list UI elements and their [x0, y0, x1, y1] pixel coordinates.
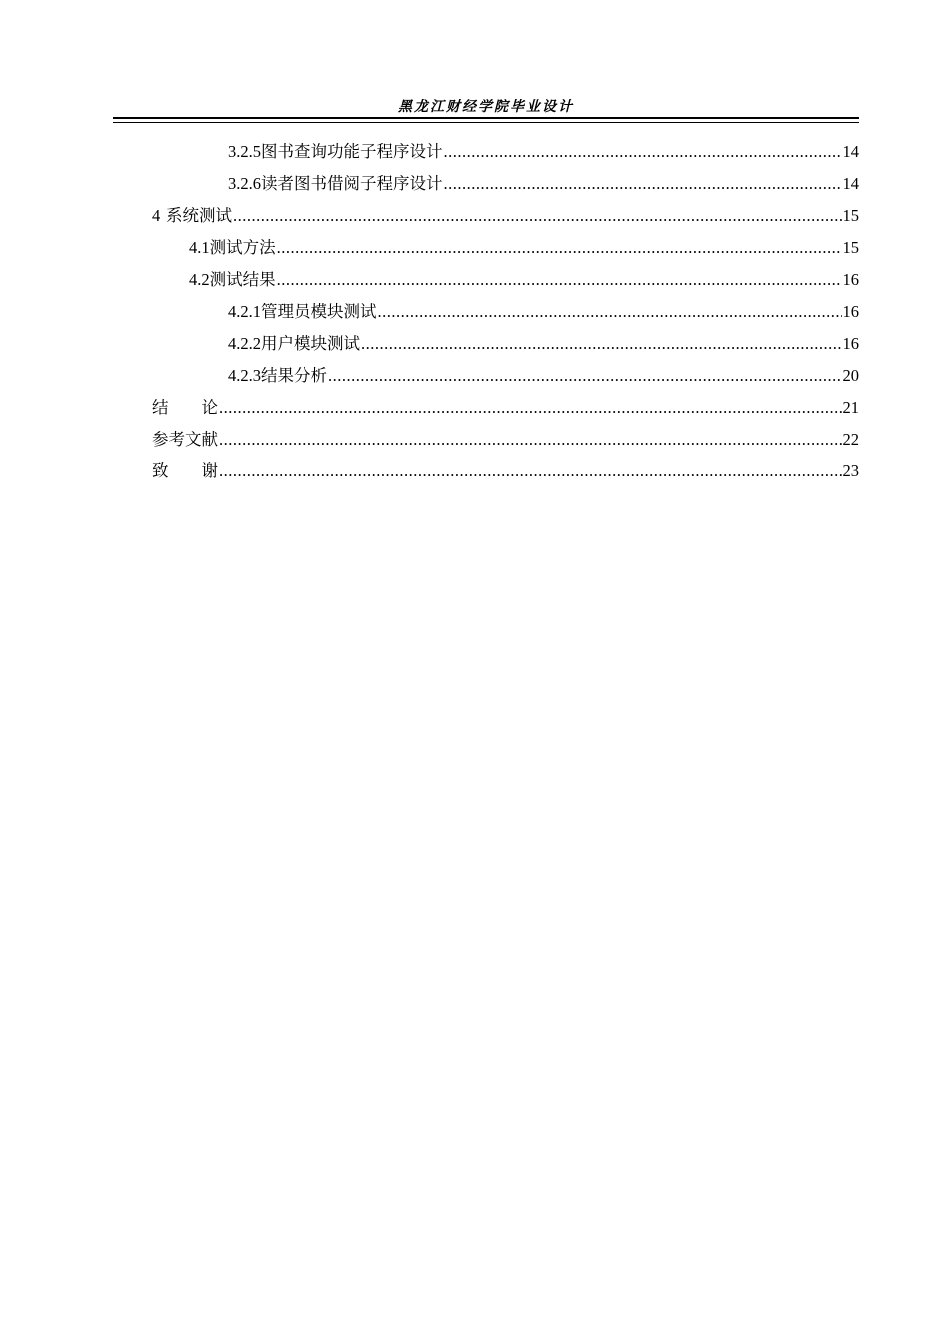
toc-entry-title: 图书查询功能子程序设计	[261, 142, 443, 161]
toc-entry-number: 4.2	[189, 270, 210, 289]
toc-entry-title: 系统测试	[165, 206, 232, 225]
toc-entry-number: 3.2.5	[228, 142, 261, 161]
toc-entry-page: 14	[842, 174, 859, 193]
toc-entry-number: 3.2.6	[228, 174, 261, 193]
table-of-contents	[152, 140, 859, 491]
toc-entry-page: 15	[842, 238, 859, 257]
toc-entry-page: 16	[842, 302, 859, 321]
toc-dot-leader	[233, 204, 842, 228]
toc-entry-title: 结 论	[152, 398, 218, 417]
toc-entry-conclusion[interactable]	[152, 396, 859, 428]
toc-entry-page: 21	[842, 398, 859, 417]
toc-entry-references[interactable]	[152, 428, 859, 460]
toc-entry-number: 4.2.3	[228, 366, 261, 385]
toc-dot-leader	[219, 459, 842, 483]
toc-entry-title: 致 谢	[152, 461, 218, 480]
toc-entry-number: 4.1	[189, 238, 210, 257]
toc-entry[interactable]	[152, 140, 859, 172]
toc-entry-page: 14	[842, 142, 859, 161]
toc-entry-number: 4	[152, 206, 161, 225]
toc-entry-page: 23	[842, 461, 859, 480]
header-rule-thick	[113, 117, 859, 119]
header-rule-thin	[113, 122, 859, 123]
toc-dot-leader	[444, 140, 842, 164]
toc-entry-page: 15	[842, 206, 859, 225]
toc-entry-page: 22	[842, 429, 859, 449]
toc-entry[interactable]	[152, 364, 859, 396]
toc-entry[interactable]	[152, 172, 859, 204]
toc-dot-leader	[277, 236, 842, 260]
toc-entry-title: 管理员模块测试	[261, 302, 377, 321]
toc-dot-leader	[219, 428, 842, 452]
toc-dot-leader	[361, 332, 842, 356]
toc-entry-title: 测试结果	[209, 270, 276, 289]
toc-dot-leader	[277, 268, 842, 292]
toc-entry-acknowledgements[interactable]	[152, 459, 859, 491]
toc-entry[interactable]	[152, 268, 859, 300]
toc-entry[interactable]	[152, 300, 859, 332]
toc-entry[interactable]	[152, 236, 859, 268]
toc-entry-page: 20	[842, 366, 859, 385]
toc-dot-leader	[328, 364, 842, 388]
toc-entry[interactable]	[152, 204, 859, 236]
toc-entry-title: 参考文献	[152, 429, 218, 449]
toc-dot-leader	[378, 300, 842, 324]
toc-entry-page: 16	[842, 270, 859, 289]
toc-entry-title: 结果分析	[261, 366, 327, 385]
toc-entry-number: 4.2.2	[228, 334, 261, 353]
toc-dot-leader	[444, 172, 842, 196]
toc-entry-page: 16	[842, 334, 859, 353]
toc-entry-number: 4.2.1	[228, 302, 261, 321]
toc-dot-leader	[219, 396, 842, 420]
toc-entry-title: 用户模块测试	[261, 334, 360, 353]
toc-entry-title: 读者图书借阅子程序设计	[261, 174, 443, 193]
toc-entry-title: 测试方法	[209, 238, 276, 257]
toc-entry[interactable]	[152, 332, 859, 364]
page-header-title: 黑龙江财经学院毕业设计	[398, 99, 574, 115]
